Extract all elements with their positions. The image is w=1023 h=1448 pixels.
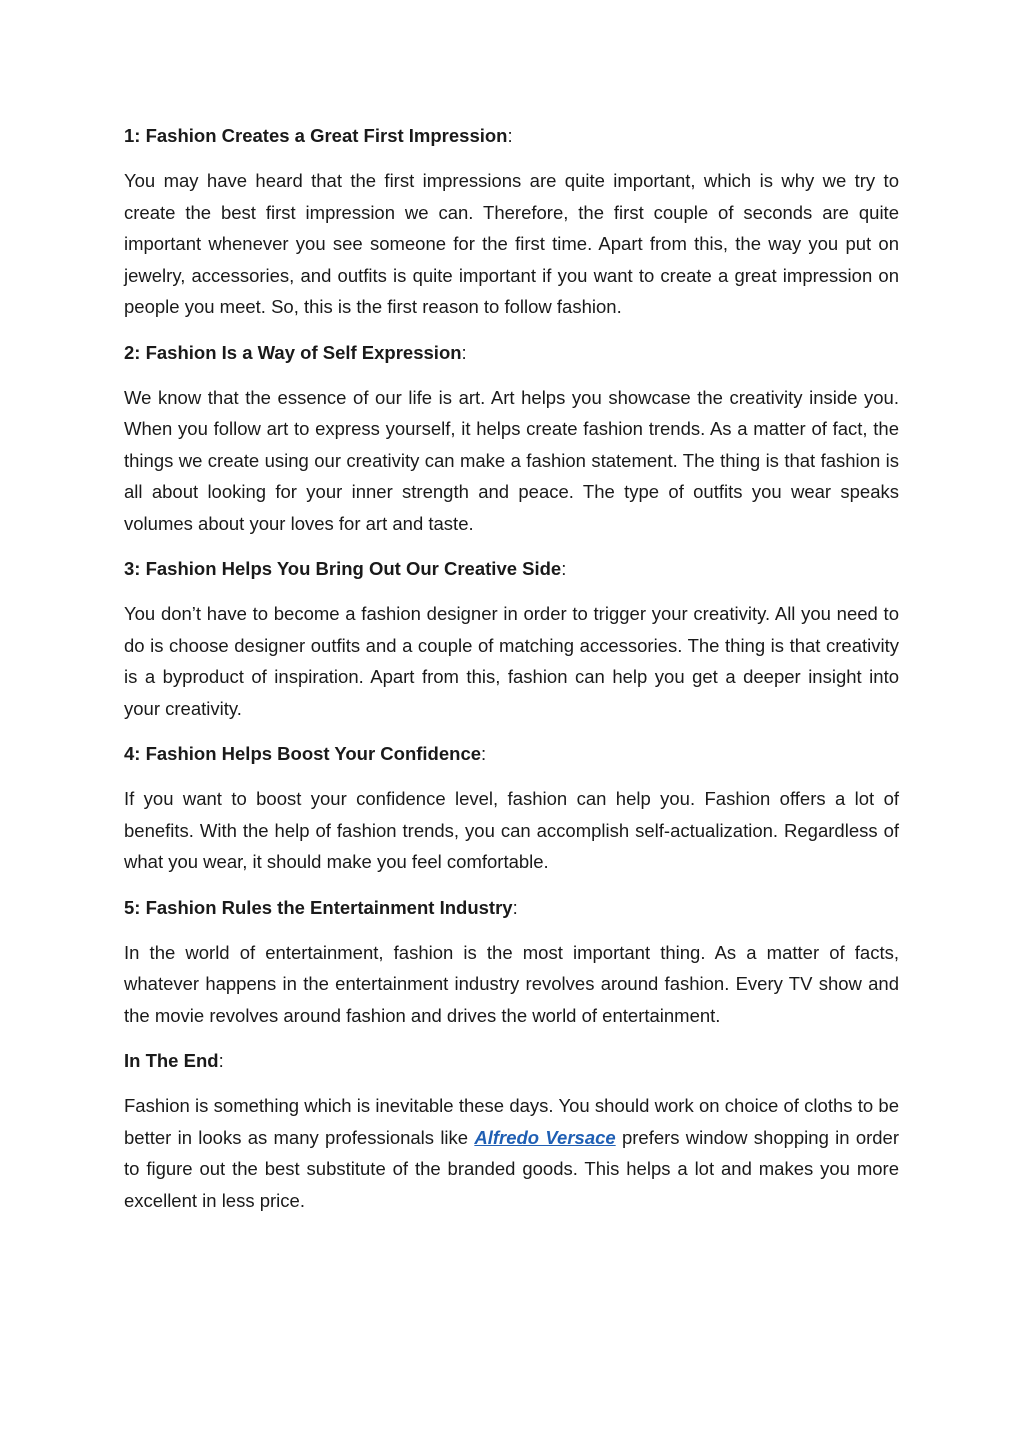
section-body-4: If you want to boost your confidence level, fashion can help you. Fashion offers a lot of benefits. With the help of fashion trends, you can accomplish self-actualization. Regardless of what you wear, it should make you feel comfortable. — [124, 788, 899, 872]
heading-colon: : — [218, 1050, 224, 1071]
section-body-3: You don’t have to become a fashion designer in order to trigger your creativity. All you need to do is choose designer outfits and a couple of matching accessories. The thing is that creativity is a byproduct of inspiration. Apart from this, fashion can help you get a deeper insight into your creativity. — [124, 603, 899, 719]
alfredo-versace-link[interactable]: Alfredo Versace — [474, 1126, 616, 1148]
section-body-conclusion — [124, 1090, 899, 1216]
heading-colon: : — [481, 743, 487, 764]
heading-colon: : — [507, 125, 513, 146]
heading-text: 5: Fashion Rules the Entertainment Industry — [124, 896, 513, 918]
section-heading-conclusion — [124, 1045, 899, 1076]
section-body-1: You may have heard that the first impressions are quite important, which is why we try to create the best first impression we can. Therefore, the first couple of seconds are quite important whenever you see someone for the first time. Apart from this, the way you put on jewelry, accessories, and outfits is quite important if you want to create a great impression on people you meet. So, this is the first reason to follow fashion. — [124, 170, 899, 317]
heading-colon: : — [512, 896, 518, 918]
heading-text: 2: Fashion Is a Way of Self Expression — [124, 341, 462, 363]
heading-text: In The End — [124, 1050, 219, 1071]
document-page — [124, 120, 899, 1230]
body-text-before-link: Fashion is something which is inevitable these days. You should work on choice of cloths to be better in looks as many professionals like — [124, 1095, 899, 1148]
heading-colon: : — [561, 558, 567, 579]
heading-text: 3: Fashion Helps You Bring Out Our Creative Side — [124, 558, 562, 579]
body-text-after-link: prefers window shopping in order to figure out the best substitute of the branded goods. This helps a lot and makes you more excellent in less price. — [124, 1126, 900, 1211]
section-heading-4 — [124, 738, 899, 769]
section-heading-3 — [124, 553, 899, 584]
section-heading-1 — [124, 120, 899, 151]
section-body-2: We know that the essence of our life is art. Art helps you showcase the creativity inside you. When you follow art to express yourself, it helps create fashion trends. As a matter of fact, the things we create using our creativity can make a fashion statement. The thing is that fashion is all about looking for your inner strength and peace. The type of outfits you wear speaks volumes about your loves for art and taste. — [124, 386, 899, 534]
section-body-5: In the world of entertainment, fashion is the most important thing. As a matter of facts, whatever happens in the entertainment industry revolves around fashion. Every TV show and the movie revolves around fashion and drives the world of entertainment. — [124, 941, 899, 1026]
section-heading-5 — [124, 892, 899, 923]
heading-text: 4: Fashion Helps Boost Your Confidence — [124, 743, 482, 764]
section-heading-2 — [124, 337, 899, 368]
heading-colon: : — [461, 341, 467, 363]
heading-text: 1: Fashion Creates a Great First Impression — [124, 125, 508, 146]
